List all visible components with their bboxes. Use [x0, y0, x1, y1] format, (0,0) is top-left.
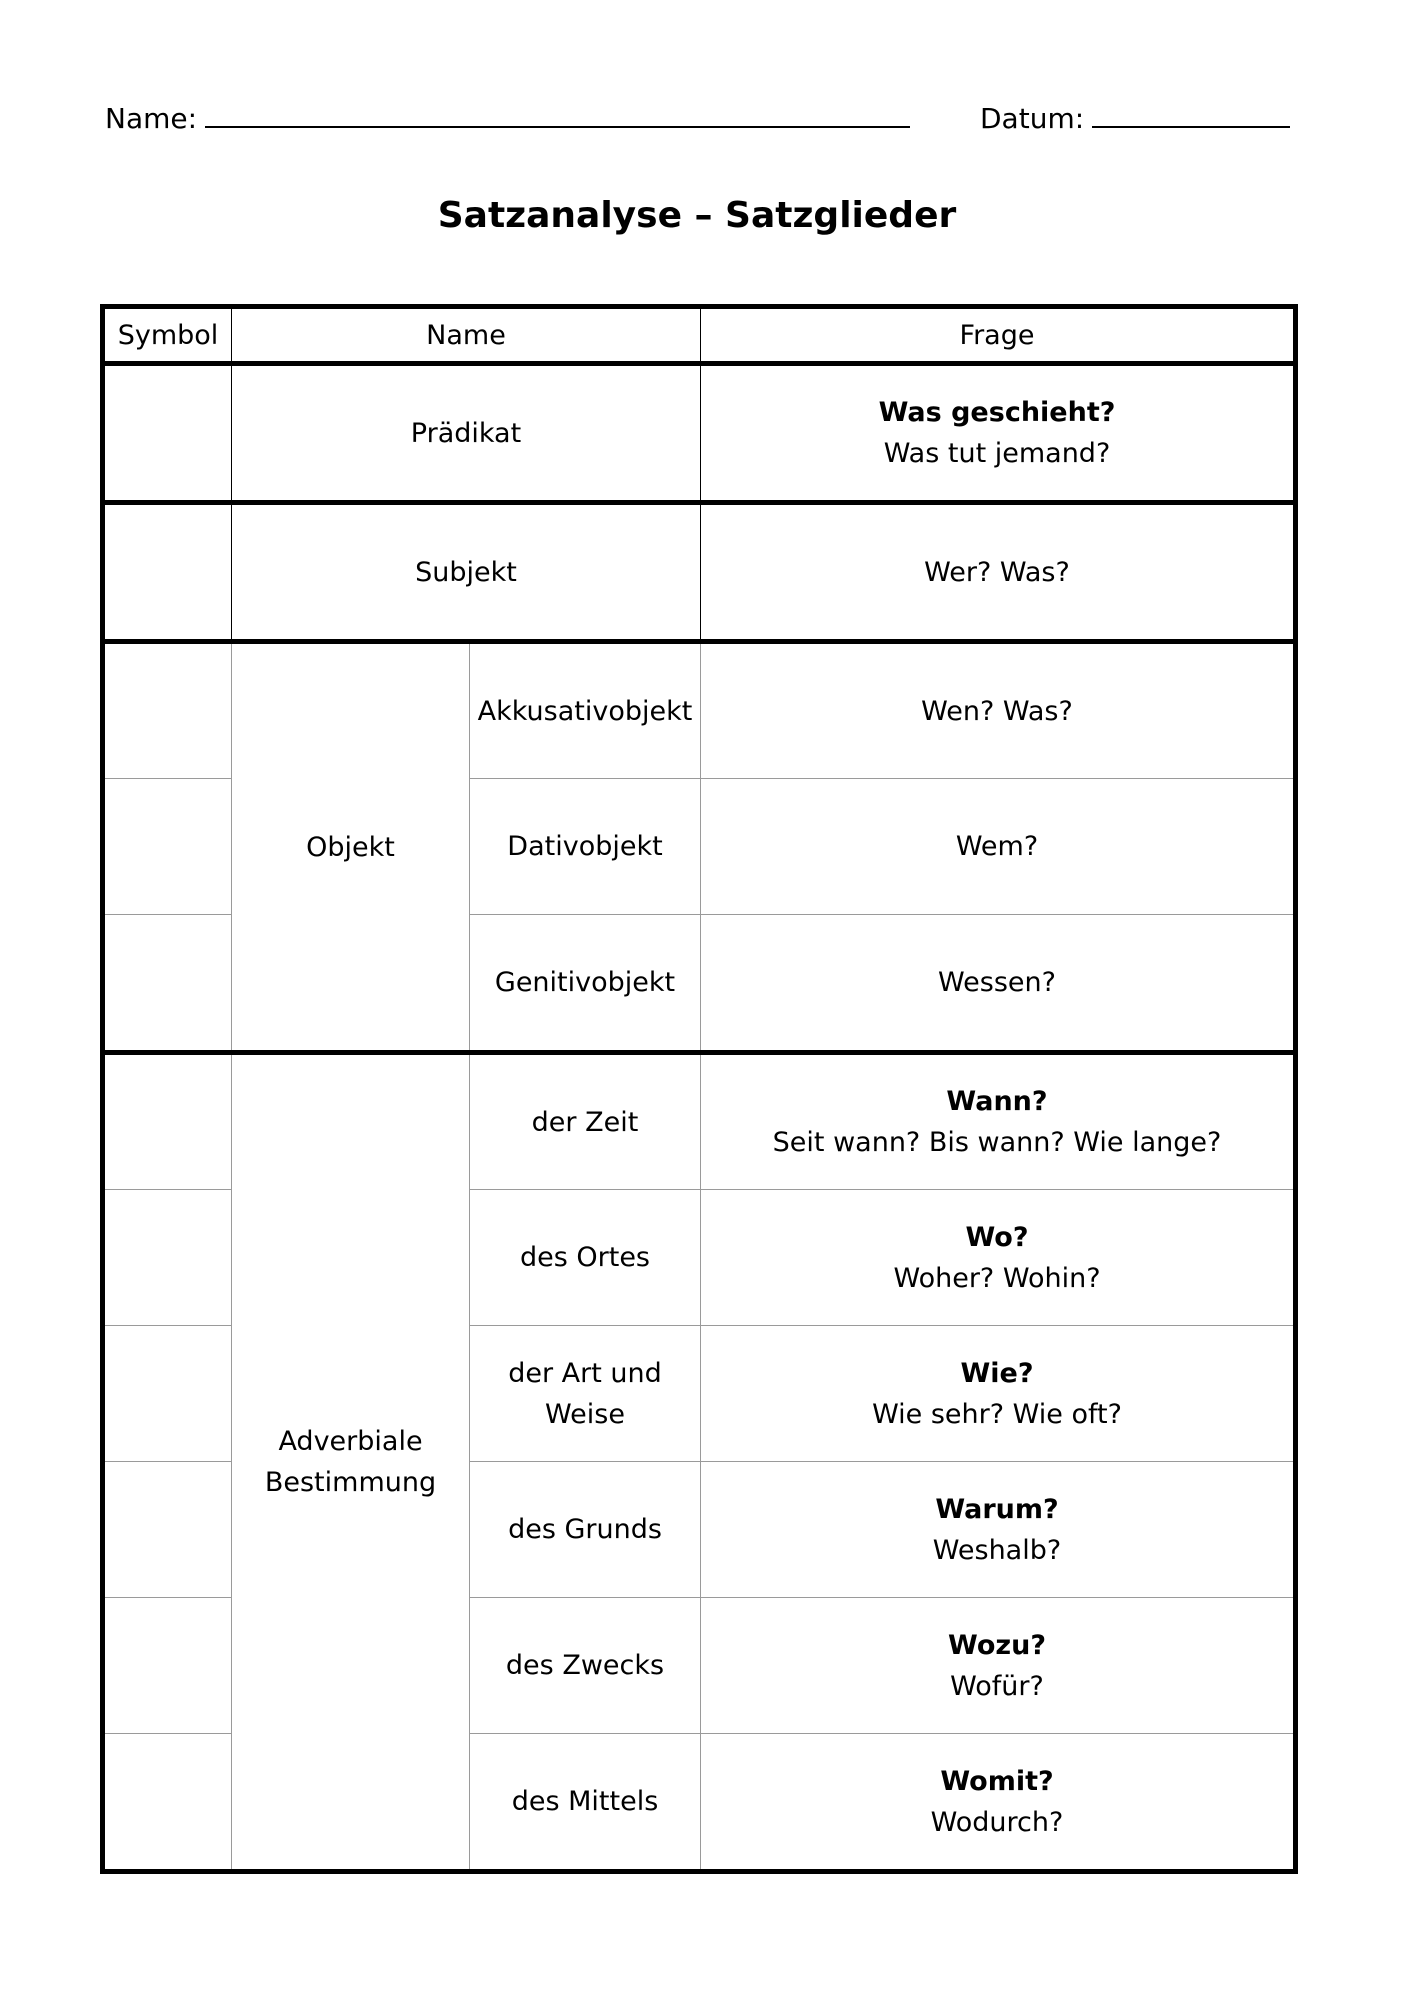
question-extra: Woher? Wohin?: [893, 1262, 1101, 1294]
name-cell: Prädikat: [232, 364, 701, 503]
question-cell: Wer? Was?: [701, 503, 1296, 642]
name-field[interactable]: [105, 100, 910, 135]
group-cell-adverbiale: [232, 1053, 470, 1872]
question-main: Wann?: [946, 1086, 1048, 1117]
column-header-name: Name: [232, 307, 701, 364]
symbol-cell[interactable]: [103, 779, 232, 915]
symbol-cell[interactable]: [103, 1326, 232, 1462]
question-extra: Wodurch?: [930, 1806, 1064, 1838]
name-cell: Subjekt: [232, 503, 701, 642]
question-extra: Was tut jemand?: [883, 438, 1111, 469]
question-cell: [701, 1598, 1296, 1734]
subtype-cell: [470, 1326, 701, 1462]
question-extra: Weshalb?: [932, 1534, 1062, 1566]
group-label-line: Bestimmung: [264, 1467, 437, 1498]
question-cell: [701, 1462, 1296, 1598]
question-main: Wie?: [960, 1357, 1034, 1389]
subtype-cell: des Ortes: [470, 1190, 701, 1326]
symbol-cell[interactable]: [103, 503, 232, 642]
question-extra: Wie sehr? Wie oft?: [872, 1398, 1122, 1430]
question-cell: [701, 364, 1296, 503]
subtype-cell: Dativobjekt: [470, 779, 701, 915]
table-row: [103, 642, 1296, 779]
symbol-cell[interactable]: [103, 642, 232, 779]
question-cell: [701, 1190, 1296, 1326]
question-cell: [701, 1734, 1296, 1872]
subtype-cell: Akkusativobjekt: [470, 642, 701, 779]
question-main: Warum?: [935, 1493, 1059, 1525]
question-cell: [701, 1053, 1296, 1190]
question-cell: Wessen?: [701, 915, 1296, 1053]
subtype-cell: des Grunds: [470, 1462, 701, 1598]
subtype-line: Weise: [545, 1398, 625, 1430]
table-row: [103, 1053, 1296, 1190]
symbol-cell[interactable]: [103, 1462, 232, 1598]
symbol-cell[interactable]: [103, 1053, 232, 1190]
column-header-symbol: Symbol: [103, 307, 232, 364]
column-header-frage: Frage: [701, 307, 1296, 364]
question-main: Was geschieht?: [878, 397, 1116, 428]
date-blank-line[interactable]: [1092, 100, 1290, 128]
symbol-cell[interactable]: [103, 1734, 232, 1872]
subtype-cell: des Mittels: [470, 1734, 701, 1872]
subtype-cell: des Zwecks: [470, 1598, 701, 1734]
name-label: Name:: [105, 102, 198, 135]
table-header-row: [103, 307, 1296, 364]
date-label: Datum:: [980, 102, 1085, 135]
table-row: [103, 364, 1296, 503]
name-blank-line[interactable]: [205, 100, 910, 128]
symbol-cell[interactable]: [103, 1598, 232, 1734]
subtype-cell: der Zeit: [470, 1053, 701, 1190]
subtype-cell: Genitivobjekt: [470, 915, 701, 1053]
question-cell: Wem?: [701, 779, 1296, 915]
symbol-cell[interactable]: [103, 915, 232, 1053]
question-main: Womit?: [940, 1765, 1054, 1797]
satzglieder-table: [100, 304, 1298, 1874]
symbol-cell[interactable]: [103, 364, 232, 503]
subtype-line: der Art und: [508, 1357, 662, 1389]
group-label-line: Adverbiale: [278, 1426, 423, 1457]
question-main: Wo?: [965, 1221, 1029, 1253]
group-cell-objekt: Objekt: [232, 642, 470, 1053]
question-main: Wozu?: [948, 1629, 1046, 1661]
page-title: Satzanalyse – Satzglieder: [437, 195, 957, 236]
date-field[interactable]: [980, 100, 1290, 135]
question-extra: Seit wann? Bis wann? Wie lange?: [772, 1127, 1222, 1158]
symbol-cell[interactable]: [103, 1190, 232, 1326]
question-cell: [701, 1326, 1296, 1462]
table-row: [103, 503, 1296, 642]
question-extra: Wofür?: [950, 1670, 1044, 1702]
question-cell: Wen? Was?: [701, 642, 1296, 779]
